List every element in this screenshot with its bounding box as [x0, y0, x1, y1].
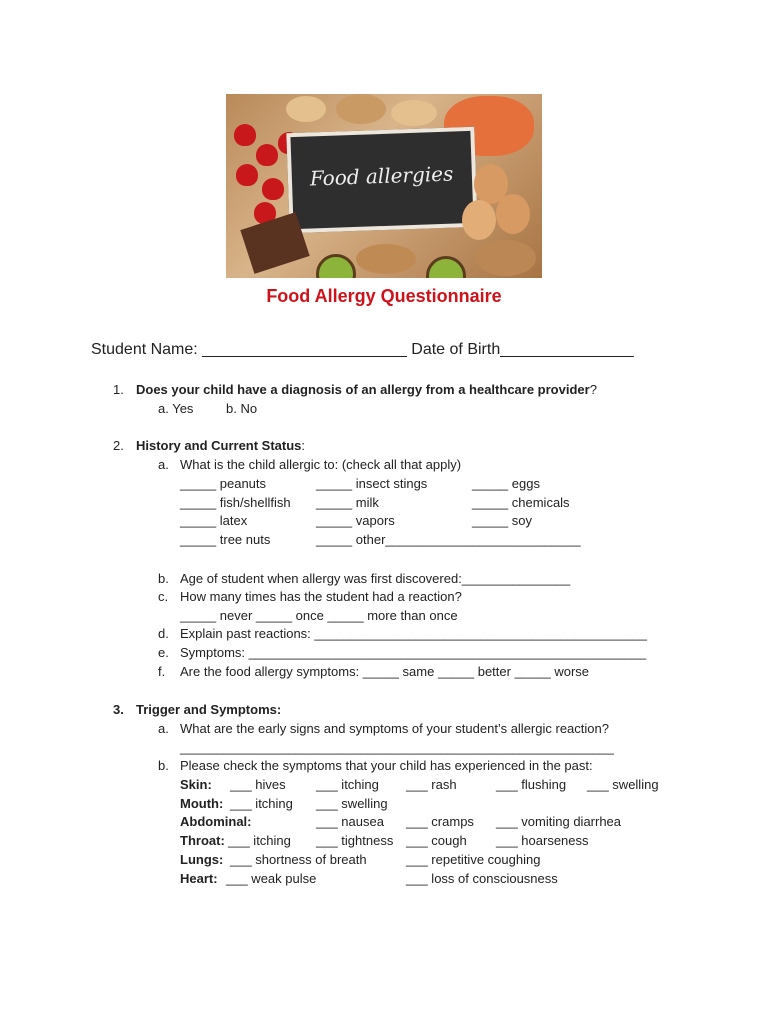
- symptom-hoarseness: ___ hoarseness: [496, 833, 589, 848]
- food-allergies-image: [226, 94, 542, 278]
- q3b-text: Please check the symptoms that your child has experienced in the past:: [180, 758, 593, 773]
- q2c-label: c.: [158, 589, 169, 604]
- symptom-cramps: ___ cramps: [406, 814, 474, 829]
- abdominal-label: Abdominal:: [180, 814, 252, 829]
- q1-qmark: ?: [589, 382, 597, 397]
- symptom-flushing: ___ flushing: [496, 777, 567, 792]
- q3b-label: b.: [158, 758, 169, 773]
- q2c-text: How many times has the student had a reaction?: [180, 589, 462, 604]
- symptom-vomiting-diarrhea: ___ vomiting diarrhea: [496, 814, 622, 829]
- q1-question: Does your child have a diagnosis of an allergy from a healthcare provider: [136, 382, 590, 397]
- q2a-text: What is the child allergic to: (check all that apply): [180, 457, 462, 472]
- lungs-label: Lungs:: [180, 852, 224, 867]
- q3a-label: a.: [158, 721, 169, 736]
- allergen-other: _____ other___________________________: [316, 532, 581, 547]
- image-lettering: Food allergies: [309, 161, 454, 191]
- heart-label: Heart:: [180, 871, 218, 886]
- symptom-repetitive-coughing: ___ repetitive coughing: [406, 852, 541, 867]
- symptom-throat-itching: ___ itching: [228, 833, 291, 848]
- student-name-dob-line: Student Name: _______________________ Date of Birth_______________: [91, 341, 634, 358]
- symptom-weak-pulse: ___ weak pulse: [226, 871, 317, 886]
- symptom-nausea: ___ nausea: [316, 814, 384, 829]
- allergen-insect-stings: _____ insect stings: [316, 476, 428, 491]
- symptom-mouth-swelling: ___ swelling: [316, 796, 388, 811]
- q3-heading: Trigger and Symptoms:: [136, 702, 282, 717]
- allergen-chemicals: _____ chemicals: [472, 495, 570, 510]
- skin-label: Skin:: [180, 777, 212, 792]
- q2f-label: f.: [158, 664, 166, 679]
- allergen-tree-nuts: _____ tree nuts: [180, 532, 271, 547]
- q2c-options: _____ never _____ once _____ more than once: [180, 608, 458, 623]
- q3a-answer-line: ____________________________________________________________: [180, 740, 614, 755]
- q2f-text: Are the food allergy symptoms: _____ same _____ better _____ worse: [180, 664, 590, 679]
- symptom-shortness-of-breath: ___ shortness of breath: [230, 852, 367, 867]
- allergen-soy: _____ soy: [472, 513, 532, 528]
- page-title: Food Allergy Questionnaire: [266, 286, 502, 306]
- q1-number: 1.: [113, 382, 124, 397]
- chalkboard: [286, 127, 477, 234]
- throat-label: Throat:: [180, 833, 225, 848]
- q2-heading: History and Current Status: [136, 438, 302, 453]
- q2d-label: d.: [158, 626, 169, 641]
- q2-number: 2.: [113, 438, 124, 453]
- symptom-hives: ___ hives: [230, 777, 286, 792]
- q2-colon: :: [301, 438, 306, 453]
- q1-option-yes: a. Yes: [158, 401, 194, 416]
- q2d-text: Explain past reactions: ______________________________________________: [180, 626, 647, 641]
- symptom-rash: ___ rash: [406, 777, 457, 792]
- allergen-milk: _____ milk: [316, 495, 379, 510]
- q2e-text: Symptoms: _______________________________________________________: [180, 645, 647, 660]
- symptom-cough: ___ cough: [406, 833, 467, 848]
- q2a-label: a.: [158, 457, 169, 472]
- allergen-latex: _____ latex: [180, 513, 248, 528]
- q2e-label: e.: [158, 645, 169, 660]
- symptom-mouth-itching: ___ itching: [230, 796, 293, 811]
- symptom-skin-swelling: ___ swelling: [587, 777, 659, 792]
- allergen-eggs: _____ eggs: [472, 476, 540, 491]
- q3a-text: What are the early signs and symptoms of your student’s allergic reaction?: [180, 721, 609, 736]
- symptom-tightness: ___ tightness: [316, 833, 394, 848]
- q1-option-no: b. No: [226, 401, 258, 416]
- allergen-vapors: _____ vapors: [316, 513, 395, 528]
- allergen-peanuts: _____ peanuts: [180, 476, 267, 491]
- symptom-skin-itching: ___ itching: [316, 777, 379, 792]
- allergen-fish: _____ fish/shellfish: [180, 495, 291, 510]
- symptom-loss-of-consciousness: ___ loss of consciousness: [406, 871, 558, 886]
- q3-number: 3.: [113, 702, 124, 717]
- q2b-label: b.: [158, 571, 169, 586]
- q2b-text: Age of student when allergy was first discovered:_______________: [180, 571, 571, 586]
- mouth-label: Mouth:: [180, 796, 224, 811]
